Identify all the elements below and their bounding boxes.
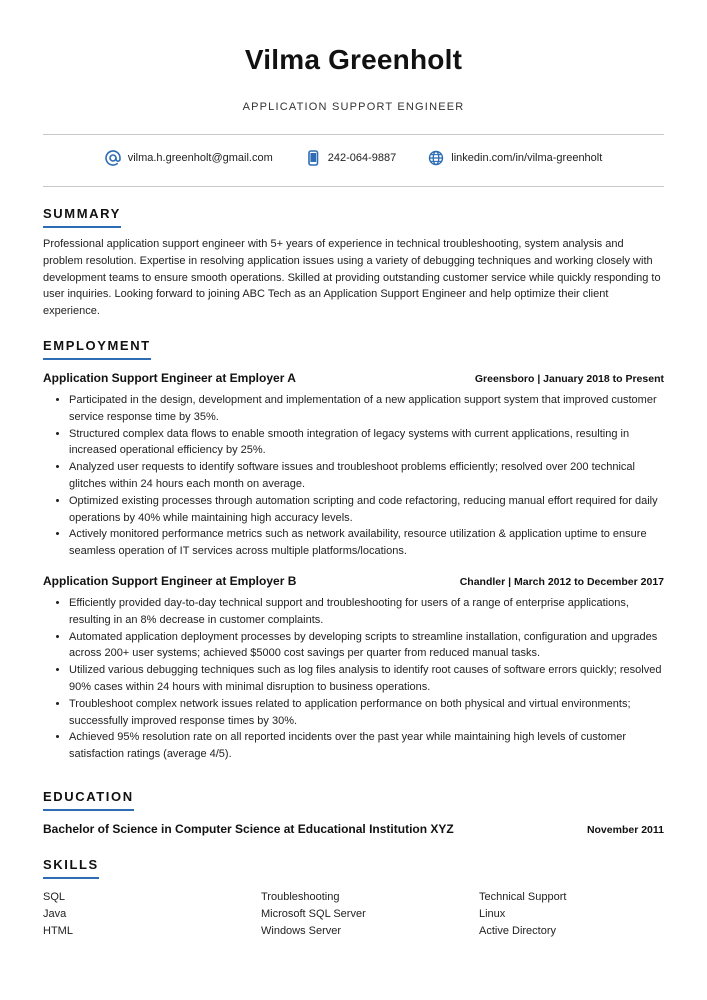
list-item: • Achieved 95% resolution rate on all reported incidents over the past year while maintaining high levels of customer satisfaction ratings (average 4/5). [69,729,664,763]
skill-item: Linux [479,907,506,920]
job-title: Application Support Engineer at Employer A [43,371,296,385]
list-item: • Optimized existing processes through automation scripting and code refactoring, reducing manual effort required for daily operations by 40% while maintaining high accuracy levels. [69,493,664,527]
email-text: vilma.h.greenholt@gmail.com [127,152,273,164]
job-entry-header [43,371,664,385]
contact-email[interactable] [105,150,273,166]
summary-section [43,205,664,320]
list-item: • Efficiently provided day-to-day technical support and troubleshooting for users of a range of enterprise applications, resulting in an 8% decrease in customer complaints. [69,595,664,629]
job-location-dates: Chandler | March 2012 to December 2017 [459,575,664,588]
skill-item: HTML [43,924,73,937]
skill-item: Java [43,907,67,920]
list-item: • Actively monitored performance metrics such as network availability, resource utilization & application uptime to ensure seamless operation of IT services across multiple platforms/locations. [69,526,664,560]
phone-text: 242-064-9887 [327,152,397,164]
candidate-name: Vilma Greenholt [244,44,463,75]
linkedin-text: linkedin.com/in/vilma-greenholt [451,152,603,164]
skill-item: Troubleshooting [261,891,340,903]
skills-heading: SKILLS [43,857,99,879]
list-item: • Troubleshoot complex network issues related to application performance on both physical and virtual environments; successfully improved response times by 30%. [69,696,664,730]
skill-item: SQL [43,891,66,903]
job-title-header: APPLICATION SUPPORT ENGINEER [242,101,465,113]
job-title: Application Support Engineer at Employer B [43,573,297,588]
skill-item: Microsoft SQL Server [261,907,366,920]
skill-item: Active Directory [479,924,557,937]
contact-divider [43,186,664,187]
employment-section [43,337,664,763]
globe-icon [428,150,444,166]
header-divider [43,134,664,135]
skills-grid [43,889,664,939]
job-location-dates: Greensboro | January 2018 to Present [474,373,664,385]
list-item: • Utilized various debugging techniques such as log files analysis to identify root causes of software errors quickly; resolved 90% cases within 24 hours with minimal disruption to business operations. [69,662,664,696]
list-item: • Automated application deployment processes by developing scripts to streamline installation, configuration and upgrades across 200+ user systems; achieved $5000 cost savings per quarter from reduced manual tasks. [69,629,664,663]
phone-icon [305,150,321,166]
summary-text: Professional application support engineer with 5+ years of experience in technical troubleshooting, system analysis and problem resolution. Expertise in resolving application issues using a variety of debugging techniques and working closely with development teams to ensure smooth operations. Skilled at providing outstanding customer service while quickly responding to user inquiries. Looking forward to joining ABC Tech as an Application Support Engineer and help optimize their client experience. [43,238,661,318]
job-bullet-list [43,392,664,560]
education-section [43,788,664,836]
summary-heading: SUMMARY [43,206,121,228]
skills-section [43,856,664,939]
education-entry [43,822,664,836]
contact-phone[interactable] [305,150,397,166]
contact-linkedin[interactable] [428,150,602,166]
job-bullet-list [43,595,664,763]
list-item: • Structured complex data flows to enable smooth integration of legacy systems with current applications, resulting in increased operational efficiency by 25%. [69,426,664,460]
education-heading: EDUCATION [43,789,134,811]
contact-bar [0,150,707,166]
list-item: • Participated in the design, development and implementation of a new application support system that improved customer service response time by 35%. [69,392,664,426]
degree-title: Bachelor of Science in Computer Science at Educational Institution XYZ [43,822,454,836]
graduation-date: November 2011 [586,824,664,836]
list-item: • Analyzed user requests to identify software issues and troubleshoot problems efficiently; resolved over 200 technical glitches within 24 hours each month on average. [69,459,664,493]
job-entry-header [43,574,664,588]
skill-item: Technical Support [479,891,567,903]
at-sign-icon [105,150,121,166]
employment-heading: EMPLOYMENT [43,338,151,360]
skill-item: Windows Server [261,924,342,937]
